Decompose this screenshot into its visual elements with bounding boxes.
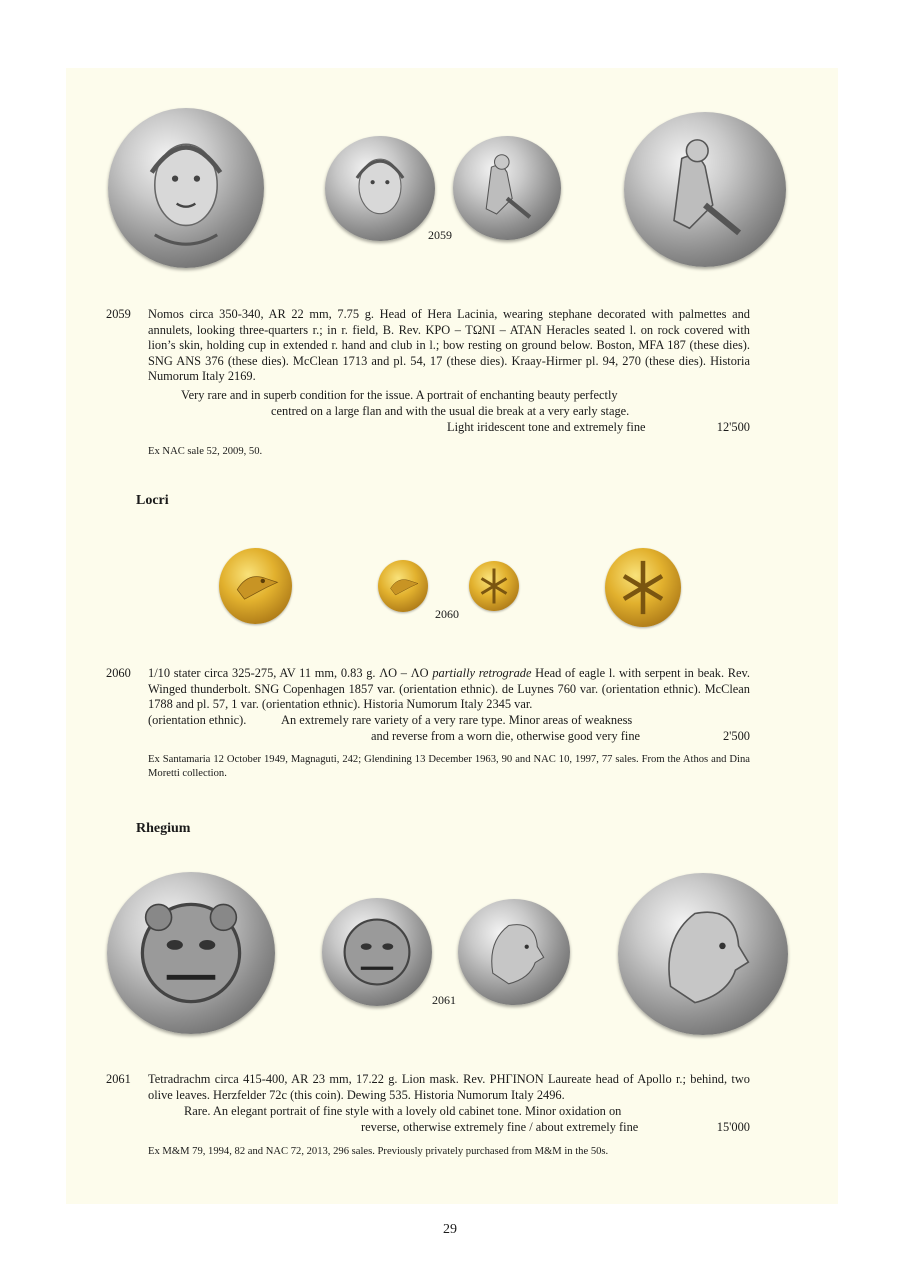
heracles-reverse-image	[453, 136, 561, 240]
apollo-head-reverse-image	[458, 899, 570, 1005]
condition-line: Rare. An elegant portrait of fine style with a lovely old cabinet tone. Minor oxidation on	[184, 1104, 622, 1118]
condition-line: Light iridescent tone and extremely fine	[447, 420, 646, 434]
provenance-note: Ex M&M 79, 1994, 82 and NAC 72, 2013, 296 sales. Previously privately purchased from M&M in the 50s.	[148, 1146, 609, 1157]
estimate-price: 12'500	[716, 420, 750, 434]
hera-head-obverse-image	[325, 136, 435, 241]
section-heading: Locri	[136, 493, 169, 508]
lot-description: Tetradrachm circa 415-400, AR 23 mm, 17.22 g. Lion mask. Rev. PHΓINON Laureate head of Apollo r.; behind, two olive leaves. Herzfelder 72c (this coin). Dewing 535. Historia Numorum Italy 2496.	[148, 1072, 750, 1102]
lot-description	[148, 666, 750, 713]
page-number: 29	[443, 1222, 457, 1237]
condition-line: Very rare and in superb condition for the issue. A portrait of enchanting beauty perfectly	[181, 388, 618, 402]
lion-mask-obverse-image	[322, 898, 432, 1006]
eagle-head-obverse-image	[378, 560, 428, 612]
lion-mask-obverse-enlarged-image	[107, 872, 275, 1034]
apollo-head-reverse-enlarged-image	[618, 873, 788, 1035]
figure-label: 2059	[428, 228, 452, 242]
lot-number: 2060	[106, 666, 131, 680]
condition-line: An extremely rare variety of a very rare type. Minor areas of weakness	[281, 713, 633, 727]
description-text: 1/10 stater circa 325-275, AV 11 mm, 0.83 g. ΛO – ΛO	[148, 666, 433, 680]
description-last-line: (orientation ethnic).	[148, 713, 247, 727]
heracles-reverse-enlarged-image	[624, 112, 786, 267]
estimate-price: 15'000	[716, 1120, 750, 1134]
thunderbolt-reverse-enlarged-image	[605, 548, 681, 627]
hera-head-obverse-enlarged-image	[108, 108, 264, 268]
eagle-head-obverse-enlarged-image	[219, 548, 292, 624]
condition-line: reverse, otherwise extremely fine / about extremely fine	[361, 1120, 639, 1134]
provenance-note: Ex Santamaria 12 October 1949, Magnaguti, 242; Glendining 13 December 1963, 90 and NAC 10, 1997, 77 sales. From the Athos and Dina Moretti collection.	[148, 754, 750, 779]
figure-label: 2060	[435, 607, 459, 621]
condition-line: centred on a large flan and with the usual die break at a very early stage.	[271, 404, 630, 418]
thunderbolt-reverse-image	[469, 561, 519, 611]
condition-line: and reverse from a worn die, otherwise good very fine	[371, 729, 641, 743]
lot-number: 2061	[106, 1072, 131, 1086]
lot-number: 2059	[106, 307, 131, 321]
figure-label: 2061	[432, 993, 456, 1007]
lot-description: Nomos circa 350-340, AR 22 mm, 7.75 g. Head of Hera Lacinia, wearing stephane decorated with palmettes and annulets, looking three-quarters r.; in r. field, B. Rev. KPO – TΩNI – ATAN Heracles seated l. on rock covered with lion’s skin, holding cup in extended r. hand and club in l.; bow resting on ground below. Boston, MFA 187 (these dies). SNG ANS 376 (these dies). McClean 1713 and pl. 54, 17 (these dies). Kraay-Hirmer pl. 94, 270 (these dies). Historia Numorum Italy 2169.	[148, 307, 750, 384]
description-emphasis: partially retrograde	[432, 666, 532, 680]
provenance-note: Ex NAC sale 52, 2009, 50.	[148, 446, 263, 457]
section-heading: Rhegium	[136, 821, 191, 836]
description-text: Head of eagle l. with serpent in beak. Rev. Winged thunderbolt. SNG Copenhagen 1857 var. (orientation ethnic). de Luynes 760 var. (orientation ethnic). McClean 1788 and pl. 57, 1 var. (orientation ethnic). Historia Numorum Italy 2345 var.	[148, 666, 750, 712]
estimate-price: 2'500	[722, 729, 750, 743]
